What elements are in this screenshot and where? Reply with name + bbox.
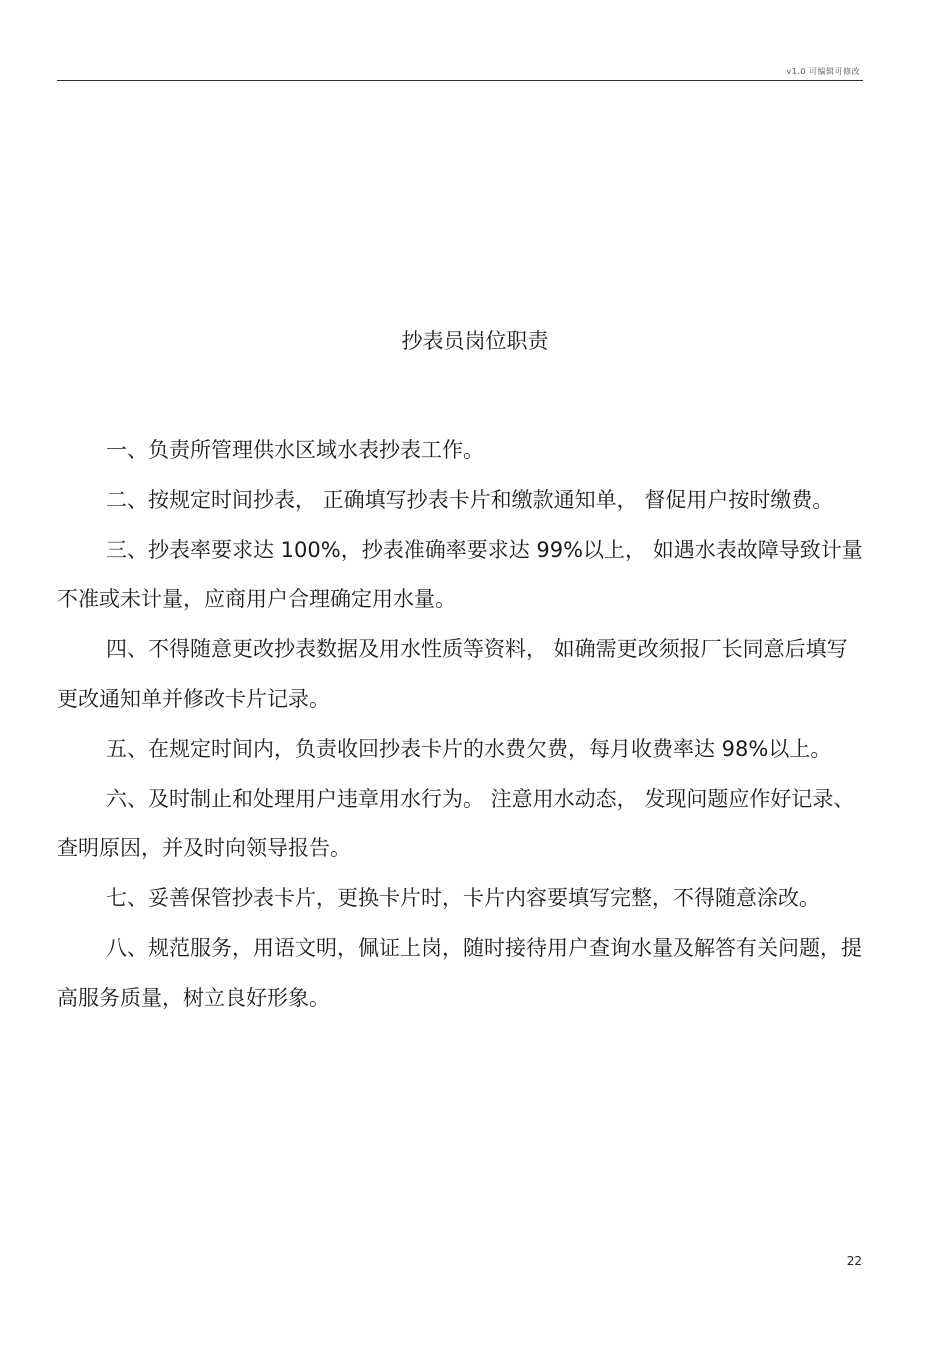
document-body [57,426,867,1024]
header-divider [57,80,863,81]
document-title: 抄表员岗位职责 [401,329,549,353]
duty-item-2: 二、按规定时间抄表， 正确填写抄表卡片和缴款通知单， 督促用户按时缴费。 [106,487,834,512]
version-label: v1.0 可编辑可修改 [786,67,860,76]
duty-item-6: 六、及时制止和处理用户违章用水行为。 注意用水动态， 发现问题应作好记录、查明原因，并及时向领导报告。 [57,786,855,861]
duty-item-5: 五、在规定时间内，负责收回抄表卡片的水费欠费，每月收费率达 98%以上。 [106,736,832,761]
duty-item-4: 四、不得随意更改抄表数据及用水性质等资料， 如确需更改须报厂长同意后填写更改通知单并修改卡片记录。 [57,637,848,711]
page-number: 22 [846,1254,862,1268]
duty-item-1: 一、负责所管理供水区域水表抄表工作。 [106,438,484,462]
duty-item-8: 八、规范服务，用语文明，佩证上岗，随时接待用户查询水量及解答有关问题，提高服务质量，树立良好形象。 [57,935,862,1010]
duty-item-3: 三、抄表率要求达 100%，抄表准确率要求达 99%以上， 如遇水表故障导致计量不准或未计量，应商用户合理确定用水量。 [57,537,863,612]
duty-item-7: 七、妥善保管抄表卡片，更换卡片时，卡片内容要填写完整，不得随意涂改。 [106,886,820,911]
